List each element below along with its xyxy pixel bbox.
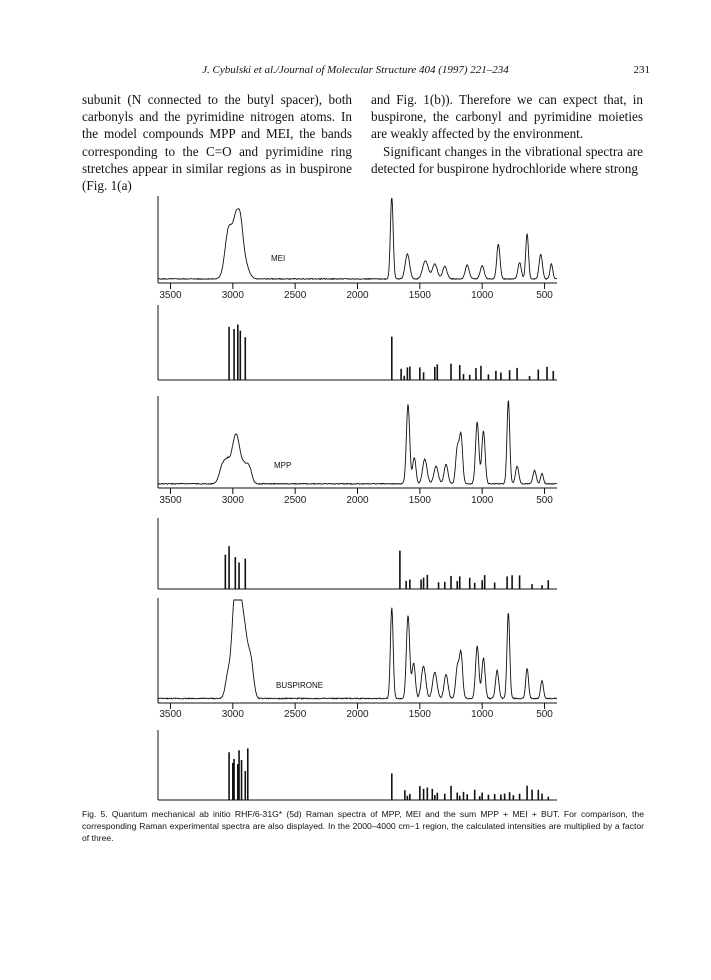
axis-tick-label: 3000 (221, 495, 244, 506)
spectrum-trace (158, 198, 557, 279)
spectrum-panel-experimental-mpp (158, 396, 557, 506)
axis-tick-label: 1000 (471, 709, 494, 720)
figure-caption: Fig. 5. Quantum mechanical ab initio RHF/6-31G* (5d) Raman spectra of MPP, MEI and the sum MPP + MEI + BUT. For comparison, the corresponding Raman experimental spectra are also displayed. In the 2000–4000 cm−1 region, the calculated intensities are multiplied by a factor of three. (82, 809, 644, 843)
spectrum-panel-calculated-mei (158, 305, 557, 380)
axis-tick-label: 2000 (346, 709, 369, 720)
axis-tick-label: 500 (536, 495, 553, 506)
axis-tick-label: 3000 (221, 290, 244, 301)
page-number: 231 (633, 64, 650, 76)
axis-tick-label: 500 (536, 290, 553, 301)
right-column-paragraph-1: and Fig. 1(b)). Therefore we can expect that, in buspirone, the carbonyl and pyrimidine moieties are weakly affected by the environment. (371, 92, 643, 142)
spectrum-trace (158, 600, 557, 699)
axis-tick-label: 1000 (471, 290, 494, 301)
axis-tick-label: 1500 (408, 290, 431, 301)
axis-tick-label: 2500 (284, 290, 307, 301)
spectrum-panel-calculated-buspirone (158, 730, 557, 800)
spectrum-label: MPP (274, 461, 292, 470)
right-column-paragraph-2: Significant changes in the vibrational spectra are detected for buspirone hydrochloride where strong (371, 143, 643, 176)
spectrum-panel-experimental-buspirone (158, 598, 557, 720)
axis-tick-label: 1500 (408, 495, 431, 506)
spectrum-panel-experimental-mei (158, 196, 557, 301)
axis-tick-label: 500 (536, 709, 553, 720)
axis-tick-label: 3500 (159, 495, 182, 506)
axis-tick-label: 3500 (159, 290, 182, 301)
axis-tick-label: 2500 (284, 495, 307, 506)
axis-tick-label: 1500 (408, 709, 431, 720)
left-column-text: subunit (N connected to the butyl spacer), both carbonyls and the pyrimidine nitrogen atoms. In the model compounds MPP and MEI, the bands corresponding to the C=O and pyrimidine ring stretches appear in similar regions as in buspirone (Fig. 1(a) (82, 92, 352, 194)
axis-tick-label: 1000 (471, 495, 494, 506)
spectrum-label: BUSPIRONE (276, 681, 324, 690)
spectrum-panel-calculated-mpp (158, 518, 557, 589)
axis-tick-label: 2000 (346, 495, 369, 506)
axis-tick-label: 2000 (346, 290, 369, 301)
spectrum-trace (158, 401, 557, 484)
journal-citation: J. Cybulski et al./Journal of Molecular Structure 404 (1997) 221–234 (202, 64, 509, 76)
axis-tick-label: 3500 (159, 709, 182, 720)
spectrum-label: MEI (271, 254, 286, 263)
axis-tick-label: 2500 (284, 709, 307, 720)
axis-tick-label: 3000 (221, 709, 244, 720)
